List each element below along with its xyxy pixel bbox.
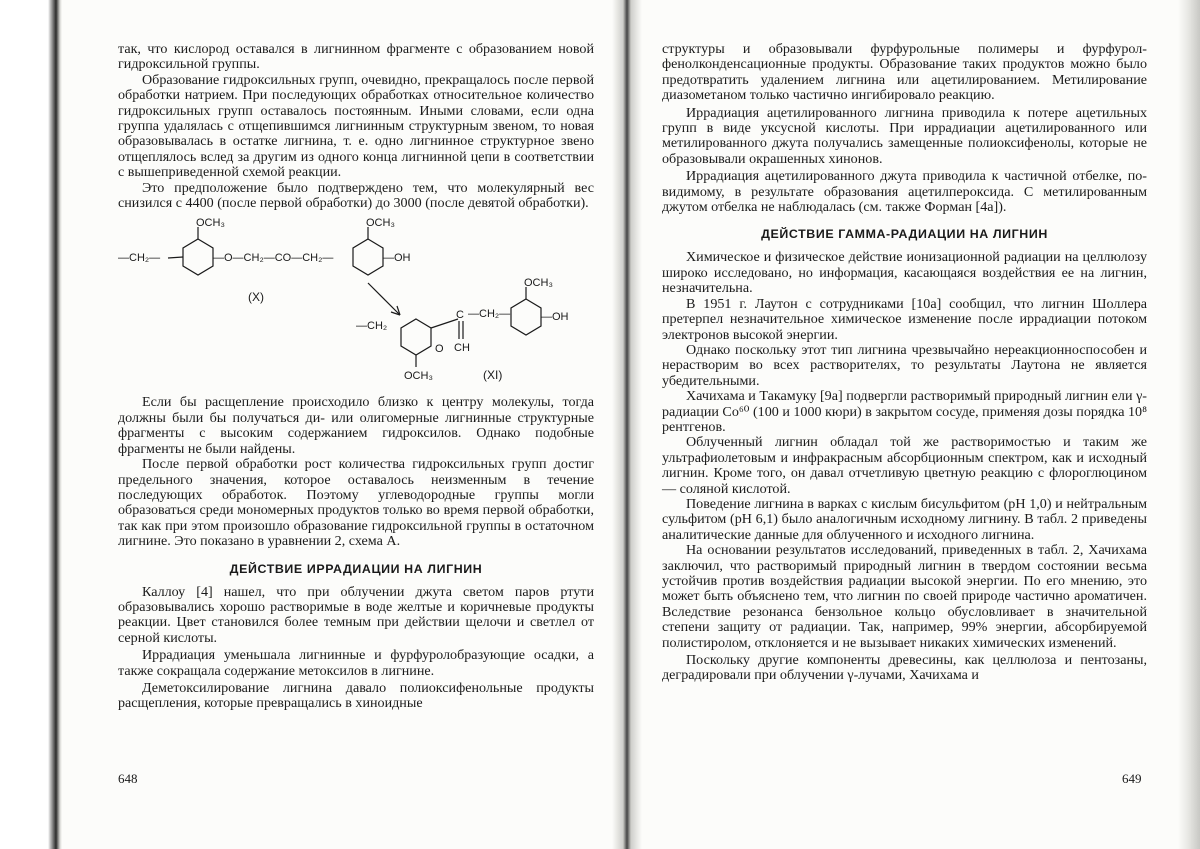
chemical-structure-diagram (98, 217, 598, 387)
page-number: 649 (1122, 771, 1142, 786)
right-page (662, 42, 1147, 684)
page-number: 648 (118, 771, 138, 786)
page-edge-left (0, 0, 62, 849)
ch2-label: —CH₂ (356, 320, 388, 333)
oxygen-label: O (435, 343, 444, 356)
benzene-ring (183, 239, 213, 275)
paragraph: Иррадиация уменьшала лигнинные и фурфуролобразующие осадки, а также сокращала содержание метоксилов в лигнине. (118, 647, 594, 679)
paragraph: Облученный лигнин обладал той же растворимостью и таким же ультрафиолетовым и инфракрасным абсорбционным спектром, как и исходный лигнин. Кроме того, он давал отчетливую цветную реакцию с флороглюцином — соляной кислотой. (662, 434, 1147, 497)
compound-label-xi: (XI) (483, 368, 503, 383)
benzene-ring (353, 239, 383, 275)
paragraph: так, что кислород оставался в лигнинном фрагменте с образованием новой гидроксильной группы. (118, 41, 594, 73)
paragraph: Образование гидроксильных групп, очевидно, прекращалось после первой обработки натрием. При последующих обработках относительное количество гидроксильных групп оставалось постоянным. Иными словами, если одна группа удалялась с отщепившимся лигнинным структурным звеном, то новая образовывалась в остатке лигнина, т. е. одно лигнинное структурное звено отщеплялось вслед за другим из одного конца лигнинной цепи в соответствии с вышеприведенной схемой реакции. (118, 71, 594, 181)
methoxy-label: OCH₃ (404, 370, 433, 383)
paragraph: Если бы расщепление происходило близко к центру молекулы, тогда должны были бы получаться ди- или олигомерные лигнинные структурные фрагменты с высоким содержанием гидроксилов. Однако подобные фрагменты не были найдены. (118, 394, 594, 457)
paragraph: Иррадиация ацетилированного джута приводила к частичной отбелке, по-видимому, в результате образования ацетилпероксида. С метилированным джутом отбелка не наблюдалась (см. также Форман [4а]). (662, 168, 1147, 216)
paragraph: Это предположение было подтверждено тем, что молекулярный вес снизился с 4400 (после первой обработки) до 3000 (после девятой обработки). (118, 179, 594, 212)
bond-line (431, 319, 458, 328)
bond-line (168, 257, 183, 258)
hydroxyl-label: —OH (383, 252, 411, 265)
paragraph: Химическое и физическое действие ионизационной радиации на целлюлозу широко исследовано, но информация, касающаяся воздействия ее на лигнин, незначительна. (662, 249, 1147, 297)
left-page (118, 42, 594, 712)
paragraph: Иррадиация ацетилированного лигнина приводила к потере ацетильных групп в виде уксусной кислоты. При иррадиации ацетилированного или метилированного джута получались замещенные полиоксифенолы, которые не образовывали окрашенных хинонов. (662, 104, 1147, 167)
ch2-label: —CH₂— (118, 252, 161, 265)
section-heading: ДЕЙСТВИЕ ГАММА-РАДИАЦИИ НА ЛИГНИН (761, 227, 1048, 242)
paragraph: Поскольку другие компоненты древесины, как целлюлоза и пентозаны, деградировали при облучении γ-лучами, Хачихама и (662, 652, 1147, 684)
methoxy-label: OCH₃ (366, 217, 395, 230)
benzene-ring (401, 319, 431, 355)
page-edge-right (1178, 0, 1200, 849)
paragraph: Каллоу [4] нашел, что при облучении джута светом паров ртути образовывались хорошо растворимые в воде желтые и коричневые продукты реакции. Цвет становился более темным при действии щелочи и светлел от серной кислоты. (118, 583, 594, 646)
paragraph: Однако поскольку этот тип лигнина чрезвычайно нереакционноспособен и нерастворим во всех растворителях, то результаты Лаутона не является убедительными. (662, 341, 1147, 389)
paragraph: Деметоксилирование лигнина давало полиоксифенольные продукты расщепления, которые превращались в хиноидные (118, 679, 594, 712)
paragraph: Хачихама и Такамуку [9а] подвергли растворимый природный лигнин ели γ-радиации Co⁶⁰ (100 и 1000 кюри) в закрытом сосуде, применяя дозы порядка 10⁸ рентгенов. (662, 388, 1148, 435)
compound-label-x: (X) (248, 290, 264, 305)
paragraph: Поведение лигнина в варках с кислым бисульфитом (рН 1,0) и нейтральным сульфитом (рН 6,1) было аналогичным исходному лигнину. В табл. 2 приведены аналитические данные для облученного и исходного лигнина. (662, 495, 1147, 543)
section-heading: ДЕЙСТВИЕ ИРРАДИАЦИИ НА ЛИГНИН (229, 561, 483, 576)
benzene-ring (511, 299, 541, 335)
methoxy-label: OCH₃ (524, 277, 553, 290)
paragraph: В 1951 г. Лаутон с сотрудниками [10а] сообщил, что лигнин Шоллера претерпел незначительное химическое изменение после иррадиации потоком электронов высокой энергии. (662, 295, 1147, 343)
carbon-label: C (456, 309, 464, 322)
ch-label: CH (454, 342, 470, 355)
hydroxyl-label: —OH (541, 311, 569, 324)
paragraph: На основании результатов исследований, приведенных в табл. 2, Хачихама заключил, что растворимый природный лигнин в твердом состоянии весьма устойчив против воздействия радиации высокой энергии. По его мнению, это может быть объяснено тем, что лигнин по своей природе частично ароматичен. Вследствие резонанса бензольное кольцо обусловливает в значительной степени защиту от радиации. Так, например, 99% энергии, абсорбируемой полистиролом, отклоняется и не вызывает никаких химических изменений. (662, 542, 1147, 651)
ch2-bridge-label: —CH₂— (468, 308, 511, 321)
book-gutter (612, 0, 642, 849)
paragraph: После первой обработки рост количества гидроксильных групп достиг предельного значения, которое оставалось неизменным в течение последующих обработок. Поэтому углеводородные группы могли образоваться среди мономерных продуктов только во время первой обработки, так как при этом произошло образование гидроксильной группы в остаточном лигнине. Это показано в уравнении 2, схема А. (118, 456, 594, 550)
paragraph: структуры и образовывали фурфурольные полимеры и фурфурол-фенолконденсационные продукты. Образование таких продуктов можно было предотвратить удалением лигнина или ацетилированием. Метилирование диазометаном только частично ингибировало реакцию. (662, 41, 1147, 104)
methoxy-label: OCH₃ (196, 217, 225, 230)
reaction-arrow (368, 283, 400, 315)
chain-label: —O—CH₂—CO—CH₂— (213, 252, 334, 265)
